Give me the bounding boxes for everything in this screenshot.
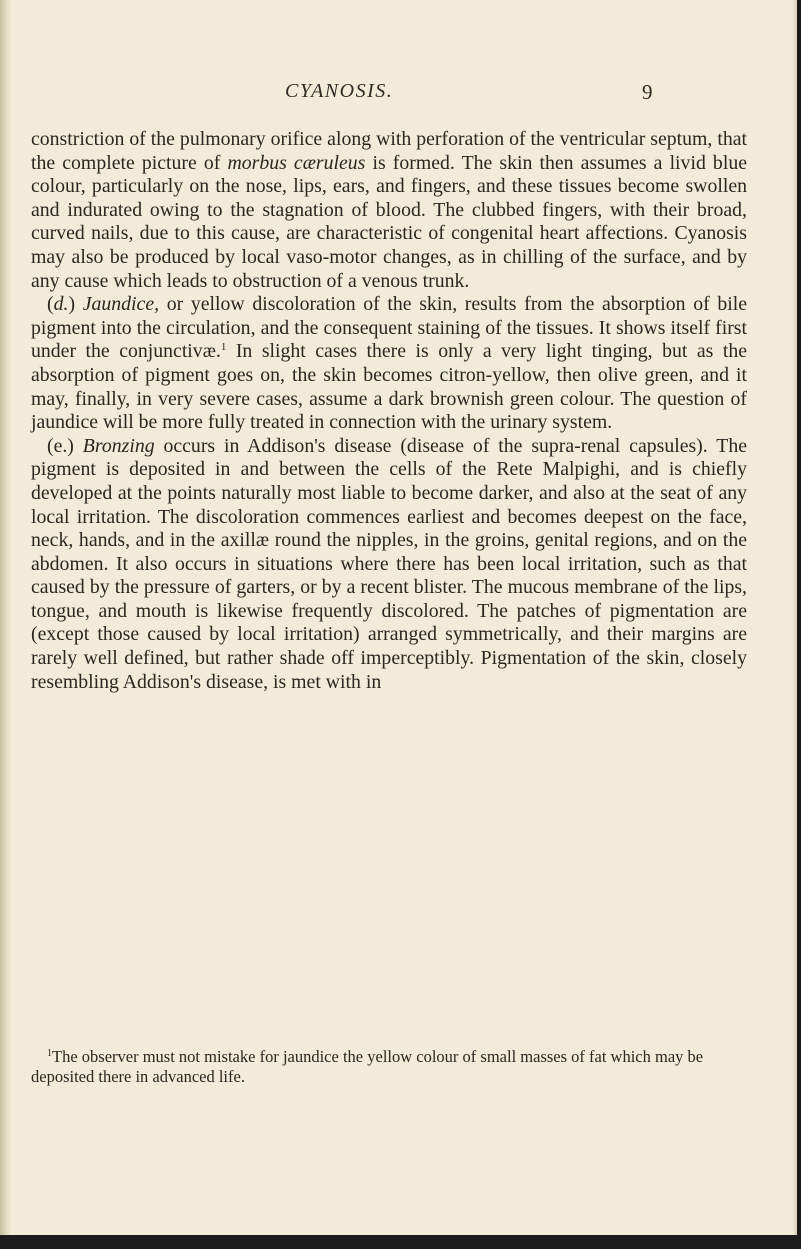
section-heading-jaundice: Jaundice, bbox=[82, 293, 160, 316]
paragraph-bronzing: (e.) Bronzing occurs in Addison's disease (disease of the supra-renal capsules). The pigment is deposited in and between the cells of the Rete Malpighi, and is chiefly developed at the points naturally most liable to become darker, and also at the seat of any local irritation. The discoloration commences earliest and becomes deepest on the face, neck, hands, and in the axillæ round the nipples, in the groins, genital regions, and on the abdomen. It also occurs in situations where there has been local irritation, such as that caused by the pressure of garters, or by a recent blister. The mucous membrane of the lips, tongue, and mouth is likewise frequently discolored. The patches of pigmentation are (except those caused by local irritation) arranged symmetrically, and their margins are rarely well defined, but rather shade off imperceptibly. Pigmentation of the skin, closely resembling Addison's disease, is met with in bbox=[31, 434, 747, 693]
footnote-marker: 1 bbox=[47, 1048, 52, 1059]
body-text bbox=[31, 128, 747, 694]
page-number: 9 bbox=[642, 80, 653, 104]
footnote-text: The observer must not mistake for jaundice the yellow colour of small masses of fat which may be deposited there in advanced life. bbox=[31, 1047, 704, 1086]
section-label-e: (e.) bbox=[47, 434, 74, 457]
scan-bottom-edge bbox=[0, 1235, 801, 1249]
section-label-d: (d.) bbox=[47, 293, 76, 316]
section-heading-bronzing: Bronzing bbox=[82, 434, 155, 457]
paragraph-continuation: constriction of the pulmonary orifice along with perforation of the ventricular septum, that the complete picture of morbus cæruleus is formed. The skin then assumes a livid blue colour, particularly on the nose, lips, ears, and fingers, and these tissues become swollen and indurated owing to the stagnation of blood. The clubbed fingers, with their broad, curved nails, due to this cause, are characteristic of congenital heart affections. Cyanosis may also be produced by local vaso-motor changes, as in chilling of the surface, and by any cause which leads to obstruction of a venous trunk. bbox=[31, 128, 747, 292]
running-title: CYANOSIS. bbox=[285, 80, 394, 102]
page-gutter-shadow bbox=[0, 0, 12, 1238]
page-header bbox=[0, 80, 797, 106]
page-right-edge bbox=[792, 0, 797, 1238]
footnote bbox=[31, 1047, 747, 1087]
paragraph-jaundice: (d.) Jaundice, or yellow discoloration of the skin, results from the absorption of bile pigment into the circulation, and the consequent staining of the tissues. It shows itself first under the conjunctivæ.$^1$ In slight cases there is only a very light tinging, but as the absorption of pigment goes on, the skin becomes citron-yellow, then olive green, and it may, finally, in very severe cases, assume a dark brownish green colour. The question of jaundice will be more fully treated in connection with the urinary system. bbox=[31, 293, 748, 434]
footnote-reference: 1 bbox=[220, 341, 227, 354]
latin-term: morbus cæruleus bbox=[227, 151, 366, 174]
